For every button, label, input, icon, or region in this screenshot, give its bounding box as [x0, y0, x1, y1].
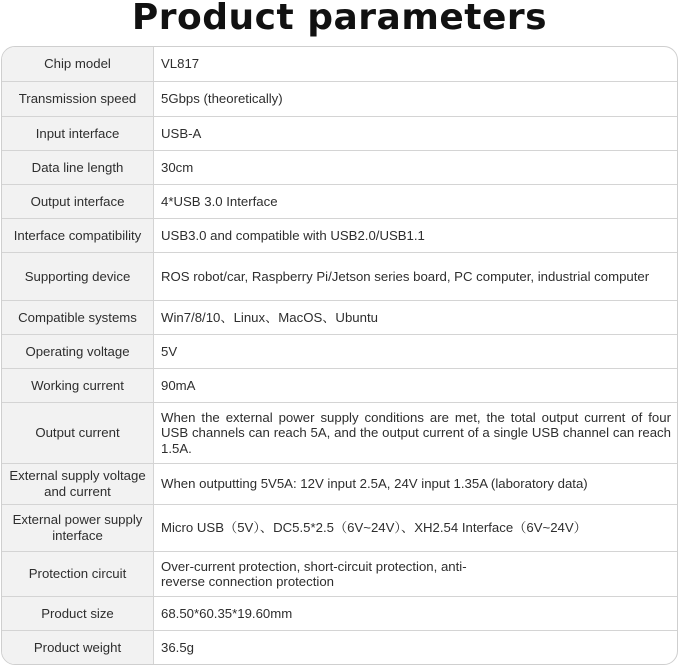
row-label: Chip model — [2, 47, 154, 81]
page-title: Product parameters — [131, 0, 548, 38]
parameters-table — [1, 46, 678, 665]
row-value: When outputting 5V5A: 12V input 2.5A, 24V input 1.35A (laboratory data) — [161, 476, 588, 492]
table-row — [2, 334, 677, 368]
row-value: USB-A — [161, 125, 202, 141]
table-row — [2, 368, 677, 402]
row-label: Working current — [2, 369, 154, 402]
row-value: Win7/8/10、Linux、MacOS、Ubuntu — [161, 309, 378, 325]
table-row — [2, 252, 677, 300]
row-label: Data line length — [2, 151, 154, 184]
row-value: 68.50*60.35*19.60mm — [161, 605, 293, 621]
row-label: Compatible systems — [2, 301, 154, 334]
table-row — [2, 596, 677, 630]
row-label: Output current — [2, 403, 154, 463]
row-value: 4*USB 3.0 Interface — [161, 193, 278, 209]
row-value: 90mA — [161, 377, 196, 393]
row-value: 5Gbps (theoretically) — [161, 91, 283, 107]
row-value: ROS robot/car, Raspberry Pi/Jetson series board, PC computer, industrial computer — [161, 268, 650, 284]
row-value: 30cm — [161, 159, 194, 175]
row-label: Operating voltage — [2, 335, 154, 368]
table-row — [2, 184, 677, 218]
row-value: USB3.0 and compatible with USB2.0/USB1.1 — [161, 227, 425, 243]
row-label: External power supply interface — [2, 505, 154, 551]
row-label: Product size — [2, 597, 154, 630]
table-row — [2, 630, 677, 664]
row-value: Micro USB（5V）、DC5.5*2.5（6V~24V）、XH2.54 Interface（6V~24V） — [161, 520, 587, 536]
table-row — [2, 47, 677, 81]
row-label: Transmission speed — [2, 82, 154, 116]
row-value: 5V — [161, 343, 178, 359]
row-value: 36.5g — [161, 639, 195, 655]
table-row — [2, 402, 677, 463]
table-row — [2, 463, 677, 504]
row-label: Product weight — [2, 631, 154, 664]
table-row — [2, 300, 677, 334]
row-label: Interface compatibility — [2, 219, 154, 252]
row-label: External supply voltage and current — [2, 464, 154, 504]
table-row — [2, 81, 677, 116]
row-label: Supporting device — [2, 253, 154, 300]
table-row — [2, 218, 677, 252]
row-value: When the external power supply conditions are met, the total output current of four USB channels can reach 5A, and the output current of a single USB channel can reach 1.5A. — [161, 409, 671, 456]
table-row — [2, 551, 677, 596]
row-value: VL817 — [161, 56, 200, 72]
table-row — [2, 116, 677, 150]
table-row — [2, 150, 677, 184]
row-value: Over-current protection, short-circuit protection, anti-reverse connection protection — [161, 558, 467, 589]
row-label: Protection circuit — [2, 552, 154, 596]
table-row — [2, 504, 677, 551]
row-label: Input interface — [2, 117, 154, 150]
row-label: Output interface — [2, 185, 154, 218]
